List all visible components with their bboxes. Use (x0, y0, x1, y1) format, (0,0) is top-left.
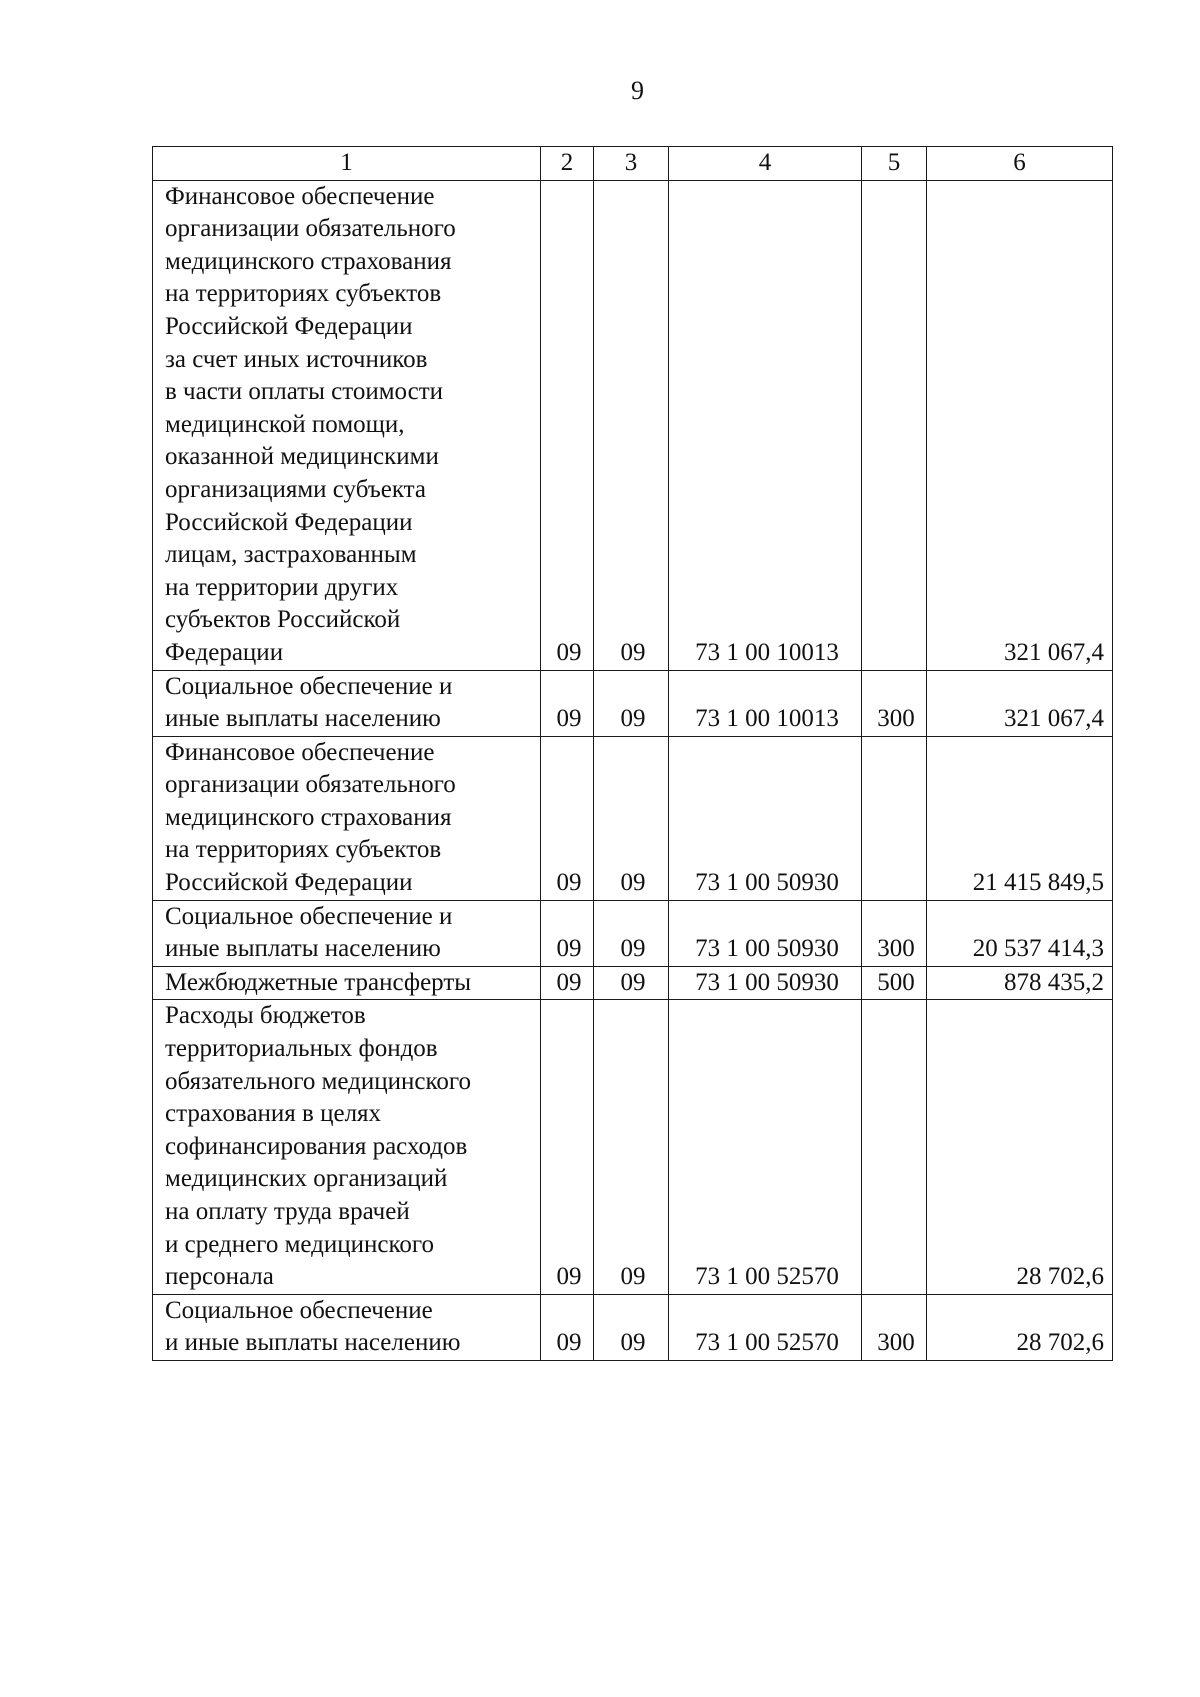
header-col-6: 6 (927, 147, 1113, 181)
row-target-code: 73 1 00 50930 (669, 966, 862, 1000)
row-section: 09 (541, 966, 594, 1000)
row-amount: 28 702,6 (927, 1294, 1113, 1360)
row-amount: 20 537 414,3 (927, 900, 1113, 966)
row-subsection: 09 (594, 900, 669, 966)
row-section: 09 (541, 670, 594, 736)
row-subsection: 09 (594, 180, 669, 670)
row-target-code: 73 1 00 50930 (669, 900, 862, 966)
header-col-3: 3 (594, 147, 669, 181)
row-name: Финансовое обеспечение организации обязательного медицинского страхования на территориях субъектов Российской Федерации за счет иных источников в части оплаты стоимости медицинской помощи, оказанной медицинскими организациями субъекта Российской Федерации лицам, застрахованным на территории других субъектов Российской Федерации (153, 180, 541, 670)
row-section: 09 (541, 180, 594, 670)
budget-table (152, 146, 1113, 1361)
row-subsection: 09 (594, 966, 669, 1000)
row-name: Социальное обеспечение и иные выплаты населению (153, 900, 541, 966)
row-amount: 321 067,4 (927, 180, 1113, 670)
header-col-1: 1 (153, 147, 541, 181)
page-number: 9 (631, 76, 644, 105)
row-target-code: 73 1 00 52570 (669, 1294, 862, 1360)
row-section: 09 (541, 1294, 594, 1360)
header-col-4: 4 (669, 147, 862, 181)
row-expense-type: 300 (862, 1294, 927, 1360)
header-col-5: 5 (862, 147, 927, 181)
header-col-2: 2 (541, 147, 594, 181)
row-section: 09 (541, 1000, 594, 1294)
row-expense-type (862, 180, 927, 670)
row-section: 09 (541, 736, 594, 900)
row-expense-type: 500 (862, 966, 927, 1000)
row-name: Финансовое обеспечение организации обязательного медицинского страхования на территориях субъектов Российской Федерации (153, 736, 541, 900)
row-subsection: 09 (594, 1294, 669, 1360)
row-target-code: 73 1 00 50930 (669, 736, 862, 900)
row-subsection: 09 (594, 670, 669, 736)
row-name: Социальное обеспечение и иные выплаты населению (153, 670, 541, 736)
row-amount: 21 415 849,5 (927, 736, 1113, 900)
row-expense-type: 300 (862, 900, 927, 966)
row-name: Расходы бюджетов территориальных фондов обязательного медицинского страхования в целях софинансирования расходов медицинских организаций на оплату труда врачей и среднего медицинского персонала (153, 1000, 541, 1294)
table-row (153, 1000, 1113, 1294)
row-subsection: 09 (594, 736, 669, 900)
table-row (153, 180, 1113, 670)
row-expense-type: 300 (862, 670, 927, 736)
row-subsection: 09 (594, 1000, 669, 1294)
row-amount: 28 702,6 (927, 1000, 1113, 1294)
row-target-code: 73 1 00 10013 (669, 670, 862, 736)
header-row (153, 147, 1113, 181)
table-row (153, 966, 1113, 1000)
table-header (153, 147, 1113, 181)
row-name: Межбюджетные трансферты (153, 966, 541, 1000)
table-body (153, 180, 1113, 1360)
row-amount: 878 435,2 (927, 966, 1113, 1000)
row-expense-type (862, 736, 927, 900)
table-row (153, 736, 1113, 900)
row-expense-type (862, 1000, 927, 1294)
row-amount: 321 067,4 (927, 670, 1113, 736)
row-name: Социальное обеспечение и иные выплаты населению (153, 1294, 541, 1360)
row-target-code: 73 1 00 52570 (669, 1000, 862, 1294)
row-target-code: 73 1 00 10013 (669, 180, 862, 670)
table-row (153, 1294, 1113, 1360)
table-row (153, 900, 1113, 966)
table-row (153, 670, 1113, 736)
row-section: 09 (541, 900, 594, 966)
